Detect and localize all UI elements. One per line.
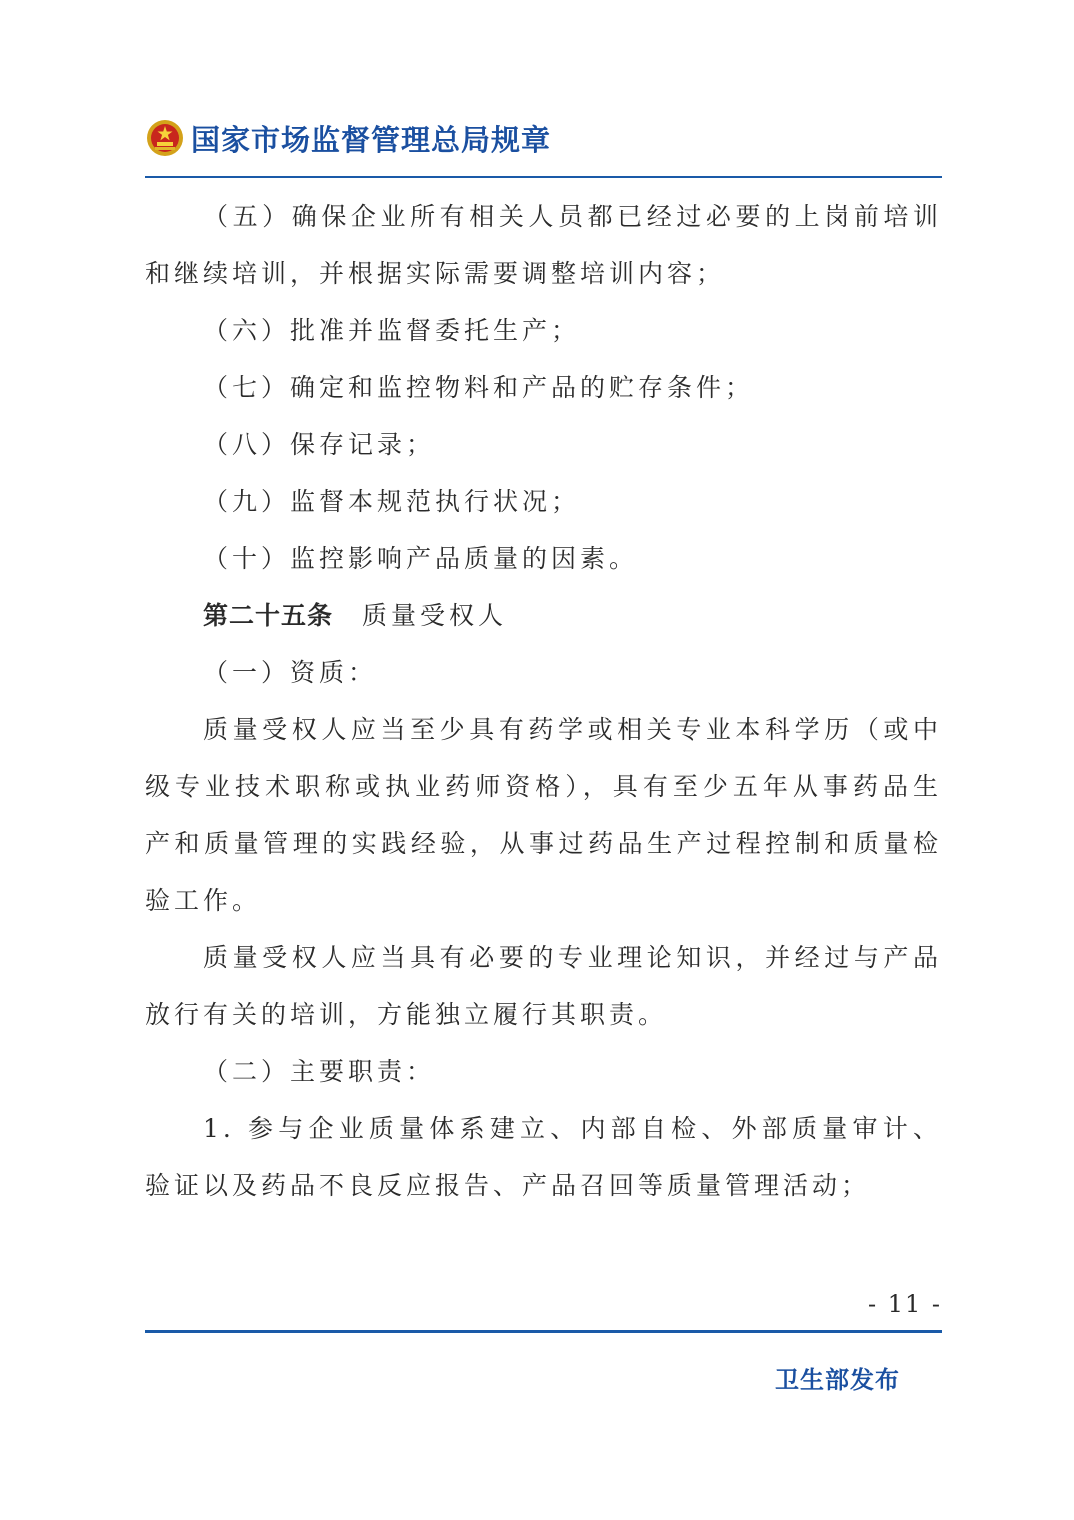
article-heading — [145, 587, 942, 644]
header-title: 国家市场监督管理总局规章 — [191, 122, 552, 157]
paragraph-qualifications-2: 质量受权人应当具有必要的专业理论知识，并经过与产品放行有关的培训，方能独立履行其职责。 — [145, 943, 942, 1029]
paragraph-item-8: （八）保存记录； — [203, 430, 436, 459]
paragraph-item-10: （十）监控影响产品质量的因素。 — [203, 544, 639, 573]
header-divider — [145, 176, 942, 178]
article-number: 第二十五条 — [203, 601, 334, 630]
paragraph-qualifications-1: 质量受权人应当至少具有药学或相关专业本科学历（或中级专业技术职称或执业药师资格），具有至少五年从事药品生产和质量管理的实践经验，从事过药品生产过程控制和质量检验工作。 — [145, 715, 942, 915]
page-number: - 11 - — [867, 1290, 942, 1318]
article-title: 质量受权人 — [362, 601, 508, 630]
national-emblem-icon — [145, 118, 185, 158]
paragraph-item-9: （九）监督本规范执行状况； — [203, 487, 581, 516]
publisher-label: 卫生部发布 — [775, 1366, 900, 1394]
paragraph-item-5: （五）确保企业所有相关人员都已经过必要的上岗前培训和继续培训，并根据实际需要调整培训内容； — [145, 202, 942, 288]
section-duties: （二）主要职责： — [203, 1057, 436, 1086]
paragraph-duty-1: 1. 参与企业质量体系建立、内部自检、外部质量审计、验证以及药品不良反应报告、产品召回等质量管理活动； — [145, 1114, 942, 1200]
document-body — [145, 188, 942, 1214]
paragraph-item-7: （七）确定和监控物料和产品的贮存条件； — [203, 373, 755, 402]
section-qualifications: （一）资质： — [203, 658, 378, 687]
page-header — [145, 114, 942, 162]
paragraph-item-6: （六）批准并监督委托生产； — [203, 316, 581, 345]
footer-divider — [145, 1330, 942, 1333]
